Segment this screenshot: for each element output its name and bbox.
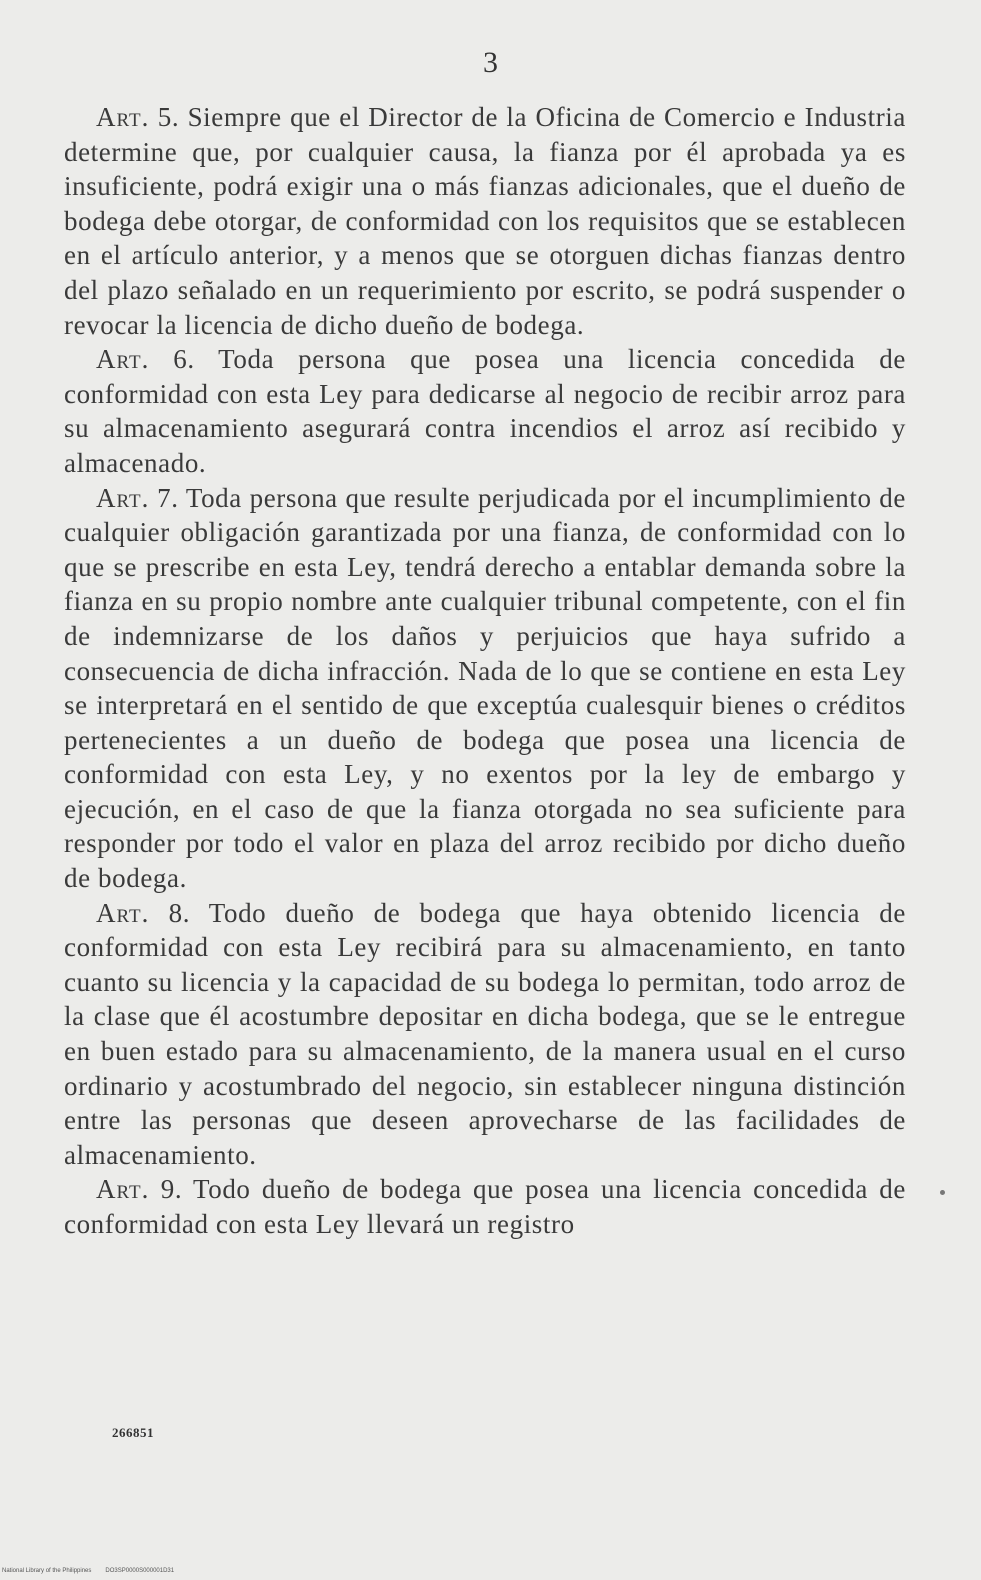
article-text: Todo dueño de bodega que haya obtenido licencia de conformidad con esta Ley recibirá para su almacenamiento, en tanto cuanto su licencia y la capacidad de su bodega lo permitan, todo arroz de la clase que él acostumbre depositar en dicha bodega, que se le entregue en buen estado para su almacenamiento, de la manera usual en el curso ordinario y acostumbrado del negocio, sin establecer ninguna distinción entre las personas que deseen aprovecharse de las facilidades de almacenamiento. bbox=[64, 897, 906, 1170]
article-label: Art. bbox=[96, 344, 150, 375]
article-label: Art. bbox=[96, 102, 150, 132]
article-7 bbox=[64, 481, 906, 896]
footer-credit bbox=[2, 1568, 174, 1574]
footer-institution: National Library of the Philippines bbox=[2, 1568, 92, 1574]
page-number: 3 bbox=[483, 46, 498, 79]
article-8 bbox=[64, 896, 906, 1173]
article-number: 8. bbox=[168, 897, 191, 928]
scan-speck bbox=[940, 1190, 945, 1195]
article-label: Art. bbox=[96, 482, 150, 513]
footer-document-id: DO3SP0000S000001D31 bbox=[105, 1568, 175, 1574]
article-6 bbox=[64, 342, 906, 480]
article-5 bbox=[64, 100, 906, 342]
article-label: Art. bbox=[96, 1174, 150, 1205]
article-number: 7. bbox=[157, 482, 179, 513]
article-number: 9. bbox=[160, 1174, 183, 1205]
print-code: 266851 bbox=[112, 1425, 154, 1440]
article-label: Art. bbox=[96, 897, 150, 928]
article-text: Siempre que el Director de la Oficina de Comercio e Industria determine que, por cualquier causa, la fianza por él aprobada ya es insuficiente, podrá exigir una o más fianzas adicionales, que el dueño de bodega debe otorgar, de conformidad con los requisitos que se establecen en el artículo anterior, y a menos que se otorguen dichas fianzas dentro del plazo señalado en un requerimiento por escrito, se podrá suspender o revocar la licencia de dicho dueño de bodega. bbox=[64, 102, 906, 340]
article-number: 5. bbox=[157, 102, 180, 132]
article-text: Toda persona que resulte perjudicada por el incumplimiento de cualquier obligación garantizada por una fianza, de conformidad con lo que se prescribe en esta Ley, tendrá derecho a entablar demanda sobre la fianza en su propio nombre ante cualquier tribunal competente, con el fin de indemnizarse de los daños y perjuicios que haya sufrido a consecuencia de dicha infracción. Nada de lo que se contiene en esta Ley se interpretará en el sentido de que exceptúa cualesquir bienes o créditos pertenecientes a un dueño de bodega que posea una licencia de conformidad con esta Ley, y no exentos por la ley de embargo y ejecución, en el caso de que la fianza otorgada no sea suficiente para responder por todo el valor en plaza del arroz recibido por dicho dueño de bodega. bbox=[64, 482, 906, 894]
article-number: 6. bbox=[173, 344, 195, 375]
article-9 bbox=[64, 1172, 906, 1241]
article-text: Toda persona que posea una licencia concedida de conformidad con esta Ley para dedicarse al negocio de recibir arroz para su almacenamiento asegurará contra incendios el arroz así recibido y almacenado. bbox=[64, 344, 906, 478]
article-text: Todo dueño de bodega que posea una licencia concedida de conformidad con esta Ley llevará un registro bbox=[64, 1174, 906, 1239]
body-text bbox=[64, 100, 906, 1242]
